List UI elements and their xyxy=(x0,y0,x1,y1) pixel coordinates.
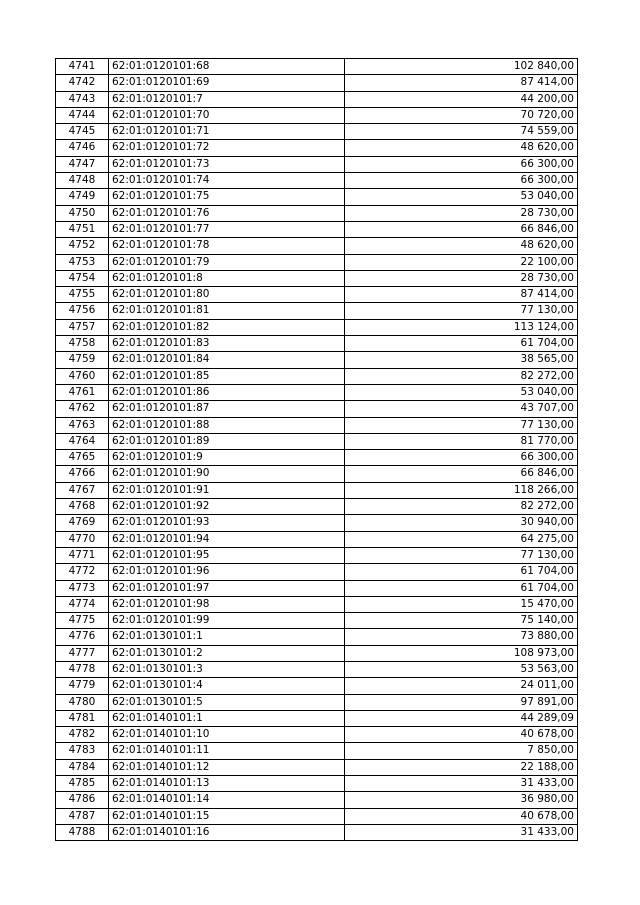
table-row xyxy=(56,189,578,205)
table-row xyxy=(56,59,578,75)
table-row xyxy=(56,401,578,417)
cadastral-number-cell: 62:01:0120101:9 xyxy=(109,450,345,466)
table-row xyxy=(56,303,578,319)
row-number-cell: 4781 xyxy=(56,710,109,726)
row-number-cell: 4786 xyxy=(56,792,109,808)
cadastral-number-cell: 62:01:0120101:92 xyxy=(109,499,345,515)
row-number-cell: 4767 xyxy=(56,482,109,498)
row-number-cell: 4755 xyxy=(56,287,109,303)
cadastral-number-cell: 62:01:0130101:4 xyxy=(109,678,345,694)
row-number-cell: 4788 xyxy=(56,824,109,840)
table-row xyxy=(56,466,578,482)
cadastral-number-cell: 62:01:0120101:78 xyxy=(109,238,345,254)
cadastral-number-cell: 62:01:0120101:8 xyxy=(109,270,345,286)
row-number-cell: 4774 xyxy=(56,596,109,612)
cadastral-number-cell: 62:01:0120101:82 xyxy=(109,319,345,335)
row-number-cell: 4782 xyxy=(56,727,109,743)
cadastral-value-cell: 74 559,00 xyxy=(345,124,578,140)
table-row xyxy=(56,499,578,515)
cadastral-number-cell: 62:01:0120101:69 xyxy=(109,75,345,91)
table-row xyxy=(56,515,578,531)
table-row xyxy=(56,547,578,563)
cadastral-value-cell: 24 011,00 xyxy=(345,678,578,694)
cadastral-value-cell: 22 188,00 xyxy=(345,759,578,775)
cadastral-value-cell: 82 272,00 xyxy=(345,368,578,384)
cadastral-value-cell: 31 433,00 xyxy=(345,776,578,792)
cadastral-value-cell: 28 730,00 xyxy=(345,270,578,286)
cadastral-value-cell: 61 704,00 xyxy=(345,336,578,352)
cadastral-value-cell: 15 470,00 xyxy=(345,596,578,612)
row-number-cell: 4754 xyxy=(56,270,109,286)
cadastral-number-cell: 62:01:0140101:16 xyxy=(109,824,345,840)
cadastral-number-cell: 62:01:0120101:76 xyxy=(109,205,345,221)
cadastral-number-cell: 62:01:0120101:83 xyxy=(109,336,345,352)
row-number-cell: 4766 xyxy=(56,466,109,482)
cadastral-value-cell: 113 124,00 xyxy=(345,319,578,335)
table-row xyxy=(56,368,578,384)
table-row xyxy=(56,91,578,107)
cadastral-number-cell: 62:01:0140101:13 xyxy=(109,776,345,792)
cadastral-value-cell: 108 973,00 xyxy=(345,645,578,661)
table-row xyxy=(56,384,578,400)
table-row xyxy=(56,759,578,775)
cadastral-value-cell: 48 620,00 xyxy=(345,238,578,254)
row-number-cell: 4760 xyxy=(56,368,109,384)
row-number-cell: 4769 xyxy=(56,515,109,531)
cadastral-number-cell: 62:01:0120101:74 xyxy=(109,173,345,189)
table-row xyxy=(56,254,578,270)
row-number-cell: 4783 xyxy=(56,743,109,759)
table-row xyxy=(56,107,578,123)
cadastral-number-cell: 62:01:0120101:77 xyxy=(109,221,345,237)
cadastral-value-cell: 66 846,00 xyxy=(345,221,578,237)
cadastral-number-cell: 62:01:0120101:96 xyxy=(109,564,345,580)
table-row xyxy=(56,433,578,449)
cadastral-number-cell: 62:01:0120101:71 xyxy=(109,124,345,140)
cadastral-number-cell: 62:01:0130101:3 xyxy=(109,661,345,677)
table-row xyxy=(56,645,578,661)
row-number-cell: 4742 xyxy=(56,75,109,91)
row-number-cell: 4775 xyxy=(56,613,109,629)
row-number-cell: 4770 xyxy=(56,531,109,547)
cadastral-number-cell: 62:01:0120101:97 xyxy=(109,580,345,596)
table-row xyxy=(56,613,578,629)
cadastral-value-cell: 38 565,00 xyxy=(345,352,578,368)
row-number-cell: 4771 xyxy=(56,547,109,563)
cadastral-number-cell: 62:01:0120101:91 xyxy=(109,482,345,498)
cadastral-number-cell: 62:01:0140101:10 xyxy=(109,727,345,743)
cadastral-value-cell: 40 678,00 xyxy=(345,808,578,824)
row-number-cell: 4778 xyxy=(56,661,109,677)
cadastral-value-cell: 77 130,00 xyxy=(345,303,578,319)
cadastral-value-cell: 87 414,00 xyxy=(345,287,578,303)
cadastral-number-cell: 62:01:0120101:95 xyxy=(109,547,345,563)
cadastral-value-cell: 40 678,00 xyxy=(345,727,578,743)
cadastral-number-cell: 62:01:0140101:11 xyxy=(109,743,345,759)
table-row xyxy=(56,75,578,91)
cadastral-number-cell: 62:01:0120101:94 xyxy=(109,531,345,547)
row-number-cell: 4773 xyxy=(56,580,109,596)
table-row xyxy=(56,710,578,726)
row-number-cell: 4747 xyxy=(56,156,109,172)
table-row xyxy=(56,173,578,189)
row-number-cell: 4752 xyxy=(56,238,109,254)
cadastral-number-cell: 62:01:0120101:85 xyxy=(109,368,345,384)
cadastral-value-cell: 66 300,00 xyxy=(345,450,578,466)
table-row xyxy=(56,140,578,156)
cadastral-value-cell: 66 300,00 xyxy=(345,173,578,189)
row-number-cell: 4750 xyxy=(56,205,109,221)
row-number-cell: 4763 xyxy=(56,417,109,433)
table-row xyxy=(56,808,578,824)
cadastral-number-cell: 62:01:0120101:79 xyxy=(109,254,345,270)
cadastral-value-cell: 53 040,00 xyxy=(345,384,578,400)
table-row xyxy=(56,727,578,743)
cadastral-number-cell: 62:01:0120101:87 xyxy=(109,401,345,417)
table-row xyxy=(56,661,578,677)
cadastral-value-cell: 30 940,00 xyxy=(345,515,578,531)
cadastral-value-cell: 118 266,00 xyxy=(345,482,578,498)
cadastral-value-cell: 48 620,00 xyxy=(345,140,578,156)
cadastral-number-cell: 62:01:0120101:73 xyxy=(109,156,345,172)
cadastral-value-cell: 75 140,00 xyxy=(345,613,578,629)
cadastral-value-cell: 70 720,00 xyxy=(345,107,578,123)
cadastral-value-cell: 82 272,00 xyxy=(345,499,578,515)
table-row xyxy=(56,270,578,286)
cadastral-number-cell: 62:01:0120101:90 xyxy=(109,466,345,482)
row-number-cell: 4743 xyxy=(56,91,109,107)
cadastral-number-cell: 62:01:0130101:2 xyxy=(109,645,345,661)
row-number-cell: 4757 xyxy=(56,319,109,335)
table-row xyxy=(56,124,578,140)
cadastral-value-cell: 102 840,00 xyxy=(345,59,578,75)
row-number-cell: 4746 xyxy=(56,140,109,156)
cadastral-value-cell: 81 770,00 xyxy=(345,433,578,449)
row-number-cell: 4765 xyxy=(56,450,109,466)
cadastral-number-cell: 62:01:0120101:93 xyxy=(109,515,345,531)
table-row xyxy=(56,417,578,433)
cadastral-value-cell: 87 414,00 xyxy=(345,75,578,91)
row-number-cell: 4780 xyxy=(56,694,109,710)
cadastral-value-cell: 44 200,00 xyxy=(345,91,578,107)
row-number-cell: 4741 xyxy=(56,59,109,75)
table-row xyxy=(56,564,578,580)
row-number-cell: 4777 xyxy=(56,645,109,661)
cadastral-value-cell: 36 980,00 xyxy=(345,792,578,808)
table-row xyxy=(56,678,578,694)
cadastral-number-cell: 62:01:0120101:89 xyxy=(109,433,345,449)
cadastral-number-cell: 62:01:0120101:7 xyxy=(109,91,345,107)
table-row xyxy=(56,792,578,808)
row-number-cell: 4768 xyxy=(56,499,109,515)
cadastral-number-cell: 62:01:0140101:14 xyxy=(109,792,345,808)
cadastral-number-cell: 62:01:0140101:15 xyxy=(109,808,345,824)
cadastral-number-cell: 62:01:0120101:86 xyxy=(109,384,345,400)
row-number-cell: 4785 xyxy=(56,776,109,792)
table-row xyxy=(56,450,578,466)
cadastral-value-cell: 28 730,00 xyxy=(345,205,578,221)
cadastral-value-cell: 77 130,00 xyxy=(345,547,578,563)
row-number-cell: 4753 xyxy=(56,254,109,270)
row-number-cell: 4744 xyxy=(56,107,109,123)
cadastral-value-cell: 66 846,00 xyxy=(345,466,578,482)
table-row xyxy=(56,287,578,303)
table-row xyxy=(56,221,578,237)
table-row xyxy=(56,319,578,335)
row-number-cell: 4761 xyxy=(56,384,109,400)
table-row xyxy=(56,580,578,596)
row-number-cell: 4787 xyxy=(56,808,109,824)
table-row xyxy=(56,238,578,254)
row-number-cell: 4751 xyxy=(56,221,109,237)
cadastral-number-cell: 62:01:0120101:99 xyxy=(109,613,345,629)
cadastral-value-cell: 97 891,00 xyxy=(345,694,578,710)
table-row xyxy=(56,629,578,645)
cadastral-number-cell: 62:01:0120101:70 xyxy=(109,107,345,123)
cadastral-value-cell: 43 707,00 xyxy=(345,401,578,417)
cadastral-value-cell: 66 300,00 xyxy=(345,156,578,172)
cadastral-value-cell: 31 433,00 xyxy=(345,824,578,840)
table-row xyxy=(56,824,578,840)
cadastral-value-cell: 53 563,00 xyxy=(345,661,578,677)
table-row xyxy=(56,482,578,498)
cadastral-number-cell: 62:01:0120101:80 xyxy=(109,287,345,303)
cadastral-number-cell: 62:01:0120101:84 xyxy=(109,352,345,368)
table-row xyxy=(56,596,578,612)
row-number-cell: 4779 xyxy=(56,678,109,694)
cadastral-value-cell: 61 704,00 xyxy=(345,580,578,596)
row-number-cell: 4776 xyxy=(56,629,109,645)
row-number-cell: 4764 xyxy=(56,433,109,449)
cadastral-number-cell: 62:01:0120101:75 xyxy=(109,189,345,205)
cadastral-value-cell: 64 275,00 xyxy=(345,531,578,547)
table-row xyxy=(56,156,578,172)
row-number-cell: 4784 xyxy=(56,759,109,775)
cadastral-value-cell: 73 880,00 xyxy=(345,629,578,645)
cadastral-number-cell: 62:01:0140101:1 xyxy=(109,710,345,726)
row-number-cell: 4756 xyxy=(56,303,109,319)
row-number-cell: 4745 xyxy=(56,124,109,140)
row-number-cell: 4758 xyxy=(56,336,109,352)
cadastral-number-cell: 62:01:0120101:68 xyxy=(109,59,345,75)
row-number-cell: 4749 xyxy=(56,189,109,205)
table-row xyxy=(56,743,578,759)
cadastral-number-cell: 62:01:0130101:1 xyxy=(109,629,345,645)
row-number-cell: 4762 xyxy=(56,401,109,417)
cadastral-value-cell: 22 100,00 xyxy=(345,254,578,270)
row-number-cell: 4748 xyxy=(56,173,109,189)
table-row xyxy=(56,531,578,547)
table-row xyxy=(56,205,578,221)
table-row xyxy=(56,776,578,792)
cadastral-number-cell: 62:01:0120101:72 xyxy=(109,140,345,156)
cadastral-number-cell: 62:01:0120101:98 xyxy=(109,596,345,612)
cadastral-number-cell: 62:01:0130101:5 xyxy=(109,694,345,710)
row-number-cell: 4772 xyxy=(56,564,109,580)
cadastral-number-cell: 62:01:0120101:88 xyxy=(109,417,345,433)
table-row xyxy=(56,694,578,710)
cadastral-value-table xyxy=(55,58,578,841)
table-row xyxy=(56,352,578,368)
cadastral-number-cell: 62:01:0120101:81 xyxy=(109,303,345,319)
table-body xyxy=(56,59,578,841)
cadastral-number-cell: 62:01:0140101:12 xyxy=(109,759,345,775)
cadastral-value-cell: 53 040,00 xyxy=(345,189,578,205)
row-number-cell: 4759 xyxy=(56,352,109,368)
cadastral-value-cell: 44 289,09 xyxy=(345,710,578,726)
table-row xyxy=(56,336,578,352)
cadastral-value-cell: 77 130,00 xyxy=(345,417,578,433)
cadastral-value-cell: 61 704,00 xyxy=(345,564,578,580)
cadastral-value-cell: 7 850,00 xyxy=(345,743,578,759)
